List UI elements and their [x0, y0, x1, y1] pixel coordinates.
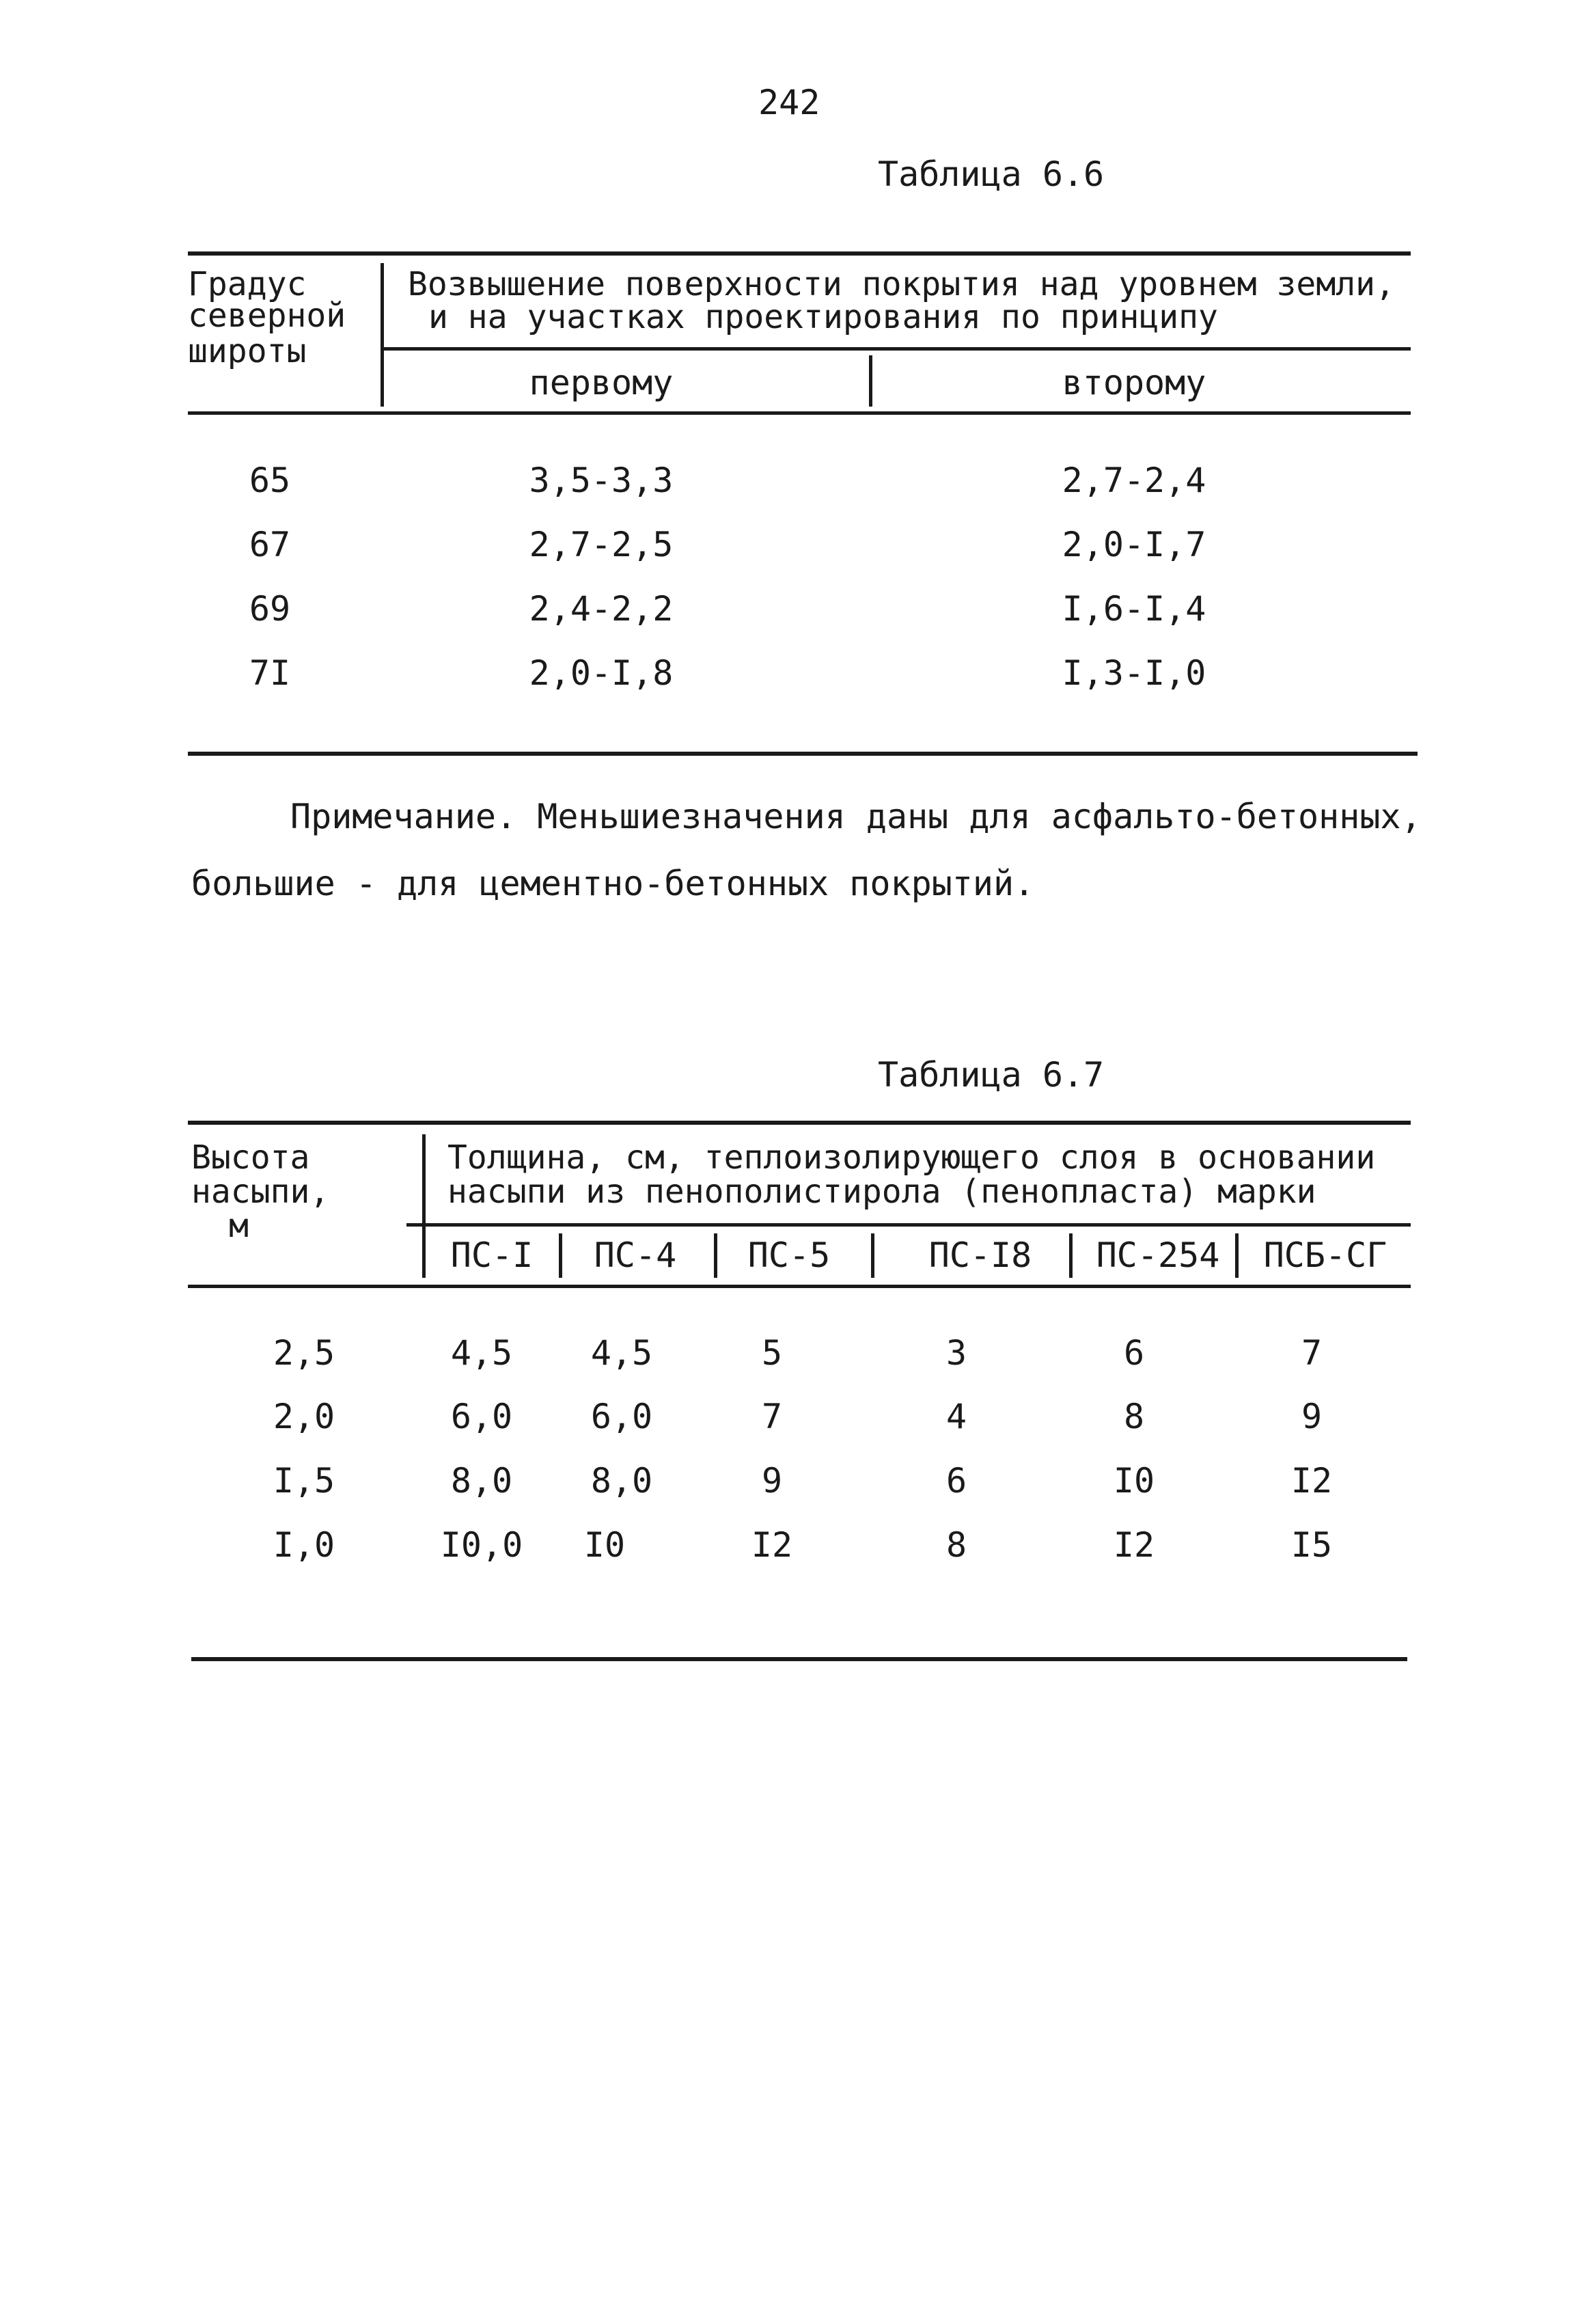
- table-row-3-height: I,5: [273, 1461, 335, 1501]
- table-row-1-col2: 3,5-3,3: [529, 461, 674, 500]
- table-row-4-ps-254: I2: [1113, 1525, 1155, 1565]
- table-row-1-ps-18: 3: [945, 1333, 967, 1373]
- table-row-1-col1: 65: [249, 461, 291, 500]
- table-row-3-psb-sg: I2: [1290, 1461, 1333, 1501]
- table-row-3-col3: I,6-I,4: [1062, 589, 1206, 629]
- table-row-2-height: 2,0: [273, 1397, 335, 1436]
- table-6-7-sub-divider-2: [714, 1233, 717, 1278]
- table-row-4-col3: I,3-I,0: [1062, 653, 1206, 693]
- table-row-3-ps-254: I0: [1113, 1461, 1155, 1501]
- note-line-1: Примечание. Меньшиезначения даны для асфальто-бетонных,: [290, 797, 1422, 836]
- table-row-2-ps-1: 6,0: [450, 1397, 513, 1436]
- table-6-7-sub-header-ps-4: ПС-4: [594, 1235, 677, 1275]
- table-6-7-header-bottom-rule: [188, 1285, 1411, 1288]
- table-6-7-bottom-rule: [191, 1657, 1407, 1661]
- table-6-6-span-header-line1: Возвышение поверхности покрытия над уровнем земли,: [408, 265, 1395, 303]
- table-6-7-sub-header-ps-254: ПС-254: [1096, 1235, 1220, 1275]
- table-6-6-header-bottom-rule: [188, 411, 1411, 415]
- table-6-7-sub-divider-3: [871, 1233, 874, 1278]
- table-row-2-col3: 2,0-I,7: [1062, 525, 1206, 564]
- table-row-1-col3: 2,7-2,4: [1062, 461, 1206, 500]
- table-row-3-ps-18: 6: [945, 1461, 967, 1501]
- table-row-4-ps-4: I0: [583, 1525, 626, 1565]
- table-6-6-bottom-rule: [188, 752, 1418, 756]
- table-row-3-ps-5: 9: [761, 1461, 783, 1501]
- table-6-6-caption: Таблица 6.6: [878, 154, 1105, 194]
- table-6-7-sub-divider-1: [559, 1233, 562, 1278]
- table-row-4-col2: 2,0-I,8: [529, 653, 674, 693]
- table-row-3-ps-4: 8,0: [590, 1461, 653, 1501]
- table-row-1-ps-254: 6: [1123, 1333, 1145, 1373]
- table-6-7-sub-header-ps-18: ПС-I8: [928, 1235, 1032, 1275]
- table-6-6-sub-divider: [869, 355, 872, 407]
- table-6-6-header-divider: [381, 263, 384, 407]
- table-6-7-sub-header-psb-sg: ПСБ-СГ: [1263, 1235, 1387, 1275]
- table-6-6-top-rule: [188, 251, 1411, 256]
- table-row-4-psb-sg: I5: [1290, 1525, 1333, 1565]
- table-row-2-ps-4: 6,0: [590, 1397, 653, 1436]
- table-6-6-col1-header-line3: широты: [188, 332, 307, 370]
- table-6-6-col1-header-line1: Градус: [188, 265, 307, 303]
- page-number: 242: [758, 83, 820, 122]
- table-6-6-span-header-line2: и на участках проектирования по принципу: [428, 298, 1218, 336]
- table-row-1-ps-1: 4,5: [450, 1333, 513, 1373]
- table-row-4-ps-18: 8: [945, 1525, 967, 1565]
- table-row-2-ps-254: 8: [1123, 1397, 1145, 1436]
- table-6-6-col1-header-line2: северной: [188, 297, 346, 335]
- table-6-7-sub-header-ps-5: ПС-5: [747, 1235, 831, 1275]
- table-row-3-col1: 69: [249, 589, 291, 629]
- table-row-4-col1: 7I: [249, 653, 291, 693]
- table-row-3-col2: 2,4-2,2: [529, 589, 674, 629]
- table-row-1-ps-4: 4,5: [590, 1333, 653, 1373]
- table-6-7-top-rule: [188, 1121, 1411, 1125]
- table-row-4-height: I,0: [273, 1525, 335, 1565]
- table-6-7-sub-rule: [406, 1223, 1411, 1227]
- table-6-7-sub-divider-4: [1069, 1233, 1073, 1278]
- table-row-4-ps-5: I2: [751, 1525, 793, 1565]
- table-6-7-col1-header-line2: насыпи,: [191, 1173, 330, 1211]
- table-6-6-sub-header-first: первому: [529, 363, 674, 402]
- table-6-7-sub-divider-5: [1235, 1233, 1239, 1278]
- table-6-7-caption: Таблица 6.7: [878, 1055, 1105, 1095]
- table-row-2-ps-18: 4: [945, 1397, 967, 1436]
- table-6-7-header-divider: [422, 1134, 426, 1278]
- table-row-1-height: 2,5: [273, 1333, 335, 1373]
- table-row-2-ps-5: 7: [761, 1397, 783, 1436]
- table-row-1-psb-sg: 7: [1301, 1333, 1323, 1373]
- note-line-2: большие - для цементно-бетонных покрытий.: [191, 864, 1035, 903]
- table-row-1-ps-5: 5: [761, 1333, 783, 1373]
- table-row-2-col2: 2,7-2,5: [529, 525, 674, 564]
- table-row-2-psb-sg: 9: [1301, 1397, 1323, 1436]
- table-6-6-sub-rule: [383, 347, 1411, 351]
- table-6-7-span-header-line2: насыпи из пенополистирола (пенопласта) марки: [447, 1173, 1316, 1211]
- table-row-4-ps-1: I0,0: [440, 1525, 523, 1565]
- table-6-7-sub-header-ps-1: ПС-I: [450, 1235, 534, 1275]
- table-6-7-span-header-line1: Толщина, см, теплоизолирующего слоя в основании: [447, 1138, 1376, 1177]
- table-row-3-ps-1: 8,0: [450, 1461, 513, 1501]
- table-6-6-sub-header-second: второму: [1062, 363, 1206, 402]
- table-6-7-col1-header-line3: м: [229, 1207, 249, 1245]
- table-row-2-col1: 67: [249, 525, 291, 564]
- table-6-7-col1-header-line1: Высота: [191, 1138, 310, 1177]
